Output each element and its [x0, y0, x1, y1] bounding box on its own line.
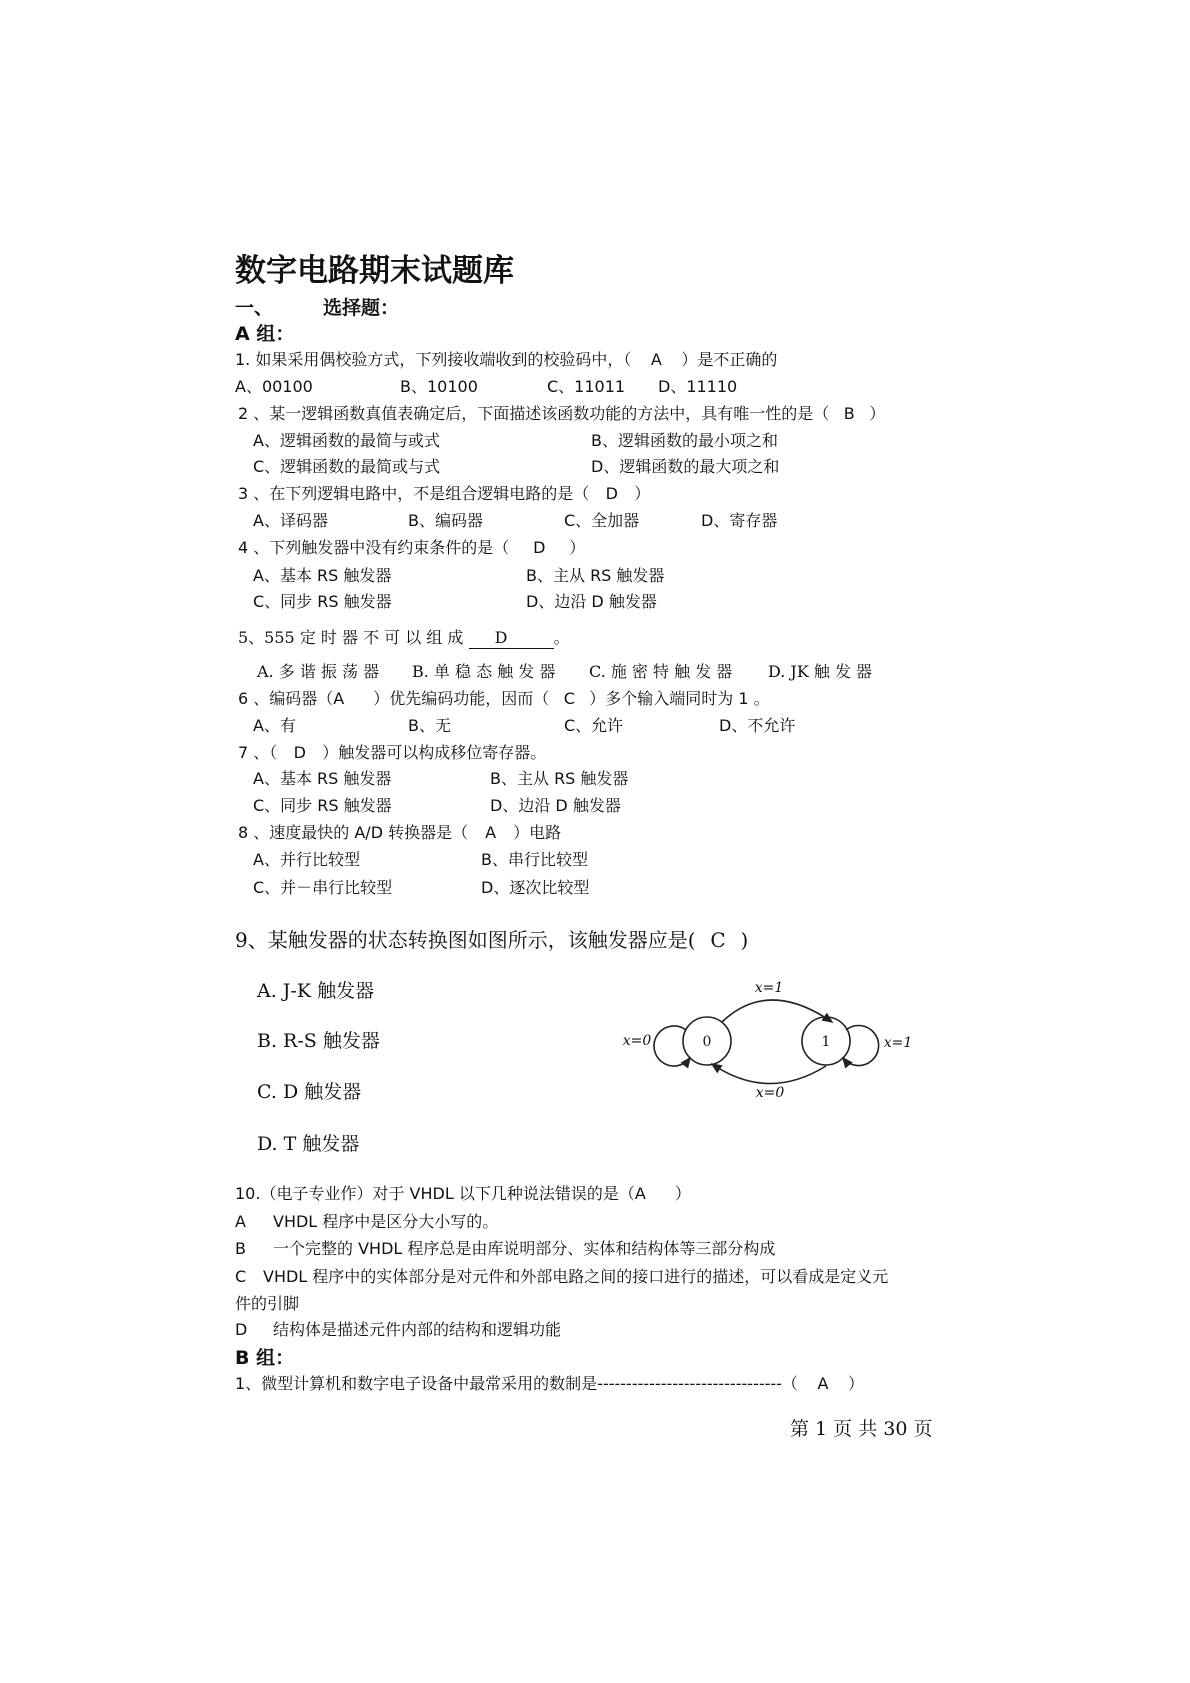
group-b-heading: B 组： [235, 1347, 295, 1369]
q1-option-a: A、00100 [235, 377, 313, 396]
question-4: 4 、下列触发器中没有约束条件的是（ D ） [238, 538, 586, 557]
answer-1: A [333, 689, 345, 708]
q5-option-b: B. 单 稳 态 触 发 器 [412, 662, 556, 681]
q10-option-a: A VHDL 程序中是区分大小写的。 [235, 1212, 499, 1231]
q1-option-c: C、11011 [547, 377, 626, 396]
answer-2: C [563, 689, 575, 708]
q10-option-c-continued: 件的引脚 [235, 1294, 300, 1313]
answer: B [843, 404, 855, 423]
q8-option-c: C、并－串行比较型 [253, 878, 393, 897]
page-title: 数字电路期末试题库 [235, 253, 514, 289]
q6-option-c: C、允许 [564, 716, 624, 735]
answer: D [293, 743, 306, 762]
q2-option-d: D、逻辑函数的最大项之和 [591, 457, 780, 476]
loop-1-label: x=1 [883, 1035, 913, 1051]
q7-option-c: C、同步 RS 触发器 [253, 796, 392, 815]
q4-option-b: B、主从 RS 触发器 [526, 566, 665, 585]
question-6: 6 、编码器（A ）优先编码功能，因而（ C ）多个输入端同时为 1 。 [238, 689, 770, 708]
q9-option-c: C. D 触发器 [257, 1081, 362, 1103]
q1-option-b: B、10100 [400, 377, 478, 396]
q9-option-b: B. R-S 触发器 [257, 1030, 380, 1052]
edge-to-1-label: x=1 [754, 980, 784, 996]
q10-option-b: B 一个完整的 VHDL 程序总是由库说明部分、实体和结构体等三部分构成 [235, 1239, 776, 1258]
transition-1-to-0 [712, 1064, 826, 1084]
q3-option-d: D、寄存器 [701, 511, 778, 530]
q2-option-a: A、逻辑函数的最简与或式 [253, 431, 440, 450]
q4-option-c: C、同步 RS 触发器 [253, 592, 392, 611]
state-0-label: 0 [702, 1034, 712, 1050]
edge-to-0-label: x=0 [755, 1085, 785, 1101]
q5-option-d: D. JK 触 发 器 [768, 662, 873, 681]
answer: C [710, 928, 726, 952]
q4-option-d: D、边沿 D 触发器 [526, 592, 657, 611]
question-10: 10.（电子专业作）对于 VHDL 以下几种说法错误的是（A ） [235, 1184, 691, 1203]
q3-option-a: A、译码器 [253, 511, 328, 530]
q8-option-a: A、并行比较型 [253, 850, 360, 869]
question-7: 7 、（ D ）触发器可以构成移位寄存器。 [238, 743, 547, 762]
q10-option-d: D 结构体是描述元件内部的结构和逻辑功能 [235, 1320, 562, 1339]
q3-option-c: C、全加器 [564, 511, 640, 530]
q5-option-c: C. 施 密 特 触 发 器 [589, 662, 733, 681]
q6-option-d: D、不允许 [719, 716, 796, 735]
answer: D [605, 484, 618, 503]
question-3: 3 、在下列逻辑电路中，不是组合逻辑电路的是（ D ） [238, 484, 651, 503]
question-8: 8 、速度最快的 A/D 转换器是（ A ）电路 [238, 823, 562, 842]
question-2: 2 、某一逻辑函数真值表确定后，下面描述该函数功能的方法中，具有唯一性的是（ B ） [238, 404, 886, 423]
state-1-label: 1 [821, 1034, 831, 1050]
q8-option-d: D、逐次比较型 [481, 878, 590, 897]
section-label: 选择题： [323, 297, 400, 319]
page-footer: 第 1 页 共 30 页 [790, 1418, 933, 1440]
q2-option-b: B、逻辑函数的最小项之和 [591, 431, 778, 450]
q6-option-b: B、无 [408, 716, 451, 735]
q3-option-b: B、编码器 [408, 511, 483, 530]
answer: A [817, 1374, 829, 1393]
q8-option-b: B、串行比较型 [481, 850, 588, 869]
question-5: 5、555 定 时 器 不 可 以 组 成 D 。 [238, 628, 570, 647]
q5-option-a: A. 多 谐 振 荡 器 [257, 662, 380, 681]
q7-option-d: D、边沿 D 触发器 [490, 796, 621, 815]
answer: A [650, 350, 662, 369]
q9-option-a: A. J-K 触发器 [257, 980, 375, 1002]
answer: D [533, 538, 546, 557]
q2-option-c: C、逻辑函数的最简或与式 [253, 457, 441, 476]
b-question-1: 1、微型计算机和数字电子设备中最常采用的数制是--------------------------------（ A ） [235, 1374, 864, 1393]
q7-option-a: A、基本 RS 触发器 [253, 769, 392, 788]
section-number: 一、 [235, 297, 274, 319]
q4-option-a: A、基本 RS 触发器 [253, 566, 392, 585]
q1-option-d: D、11110 [658, 377, 738, 396]
q9-option-d: D. T 触发器 [257, 1133, 360, 1155]
answer: A [485, 823, 497, 842]
answer-blank: D [469, 628, 554, 649]
question-1: 1. 如果采用偶校验方式，下列接收端收到的校验码中，（ A ）是不正确的 [235, 350, 778, 369]
loop-0-label: x=0 [622, 1033, 652, 1049]
q7-option-b: B、主从 RS 触发器 [490, 769, 629, 788]
group-a-heading: A 组： [235, 323, 295, 345]
q6-option-a: A、有 [253, 716, 296, 735]
question-9: 9、某触发器的状态转换图如图所示，该触发器应是( C ) [235, 928, 749, 952]
q10-option-c: C VHDL 程序中的实体部分是对元件和外部电路之间的接口进行的描述，可以看成是定义元 [235, 1267, 889, 1286]
answer: A [634, 1184, 646, 1203]
